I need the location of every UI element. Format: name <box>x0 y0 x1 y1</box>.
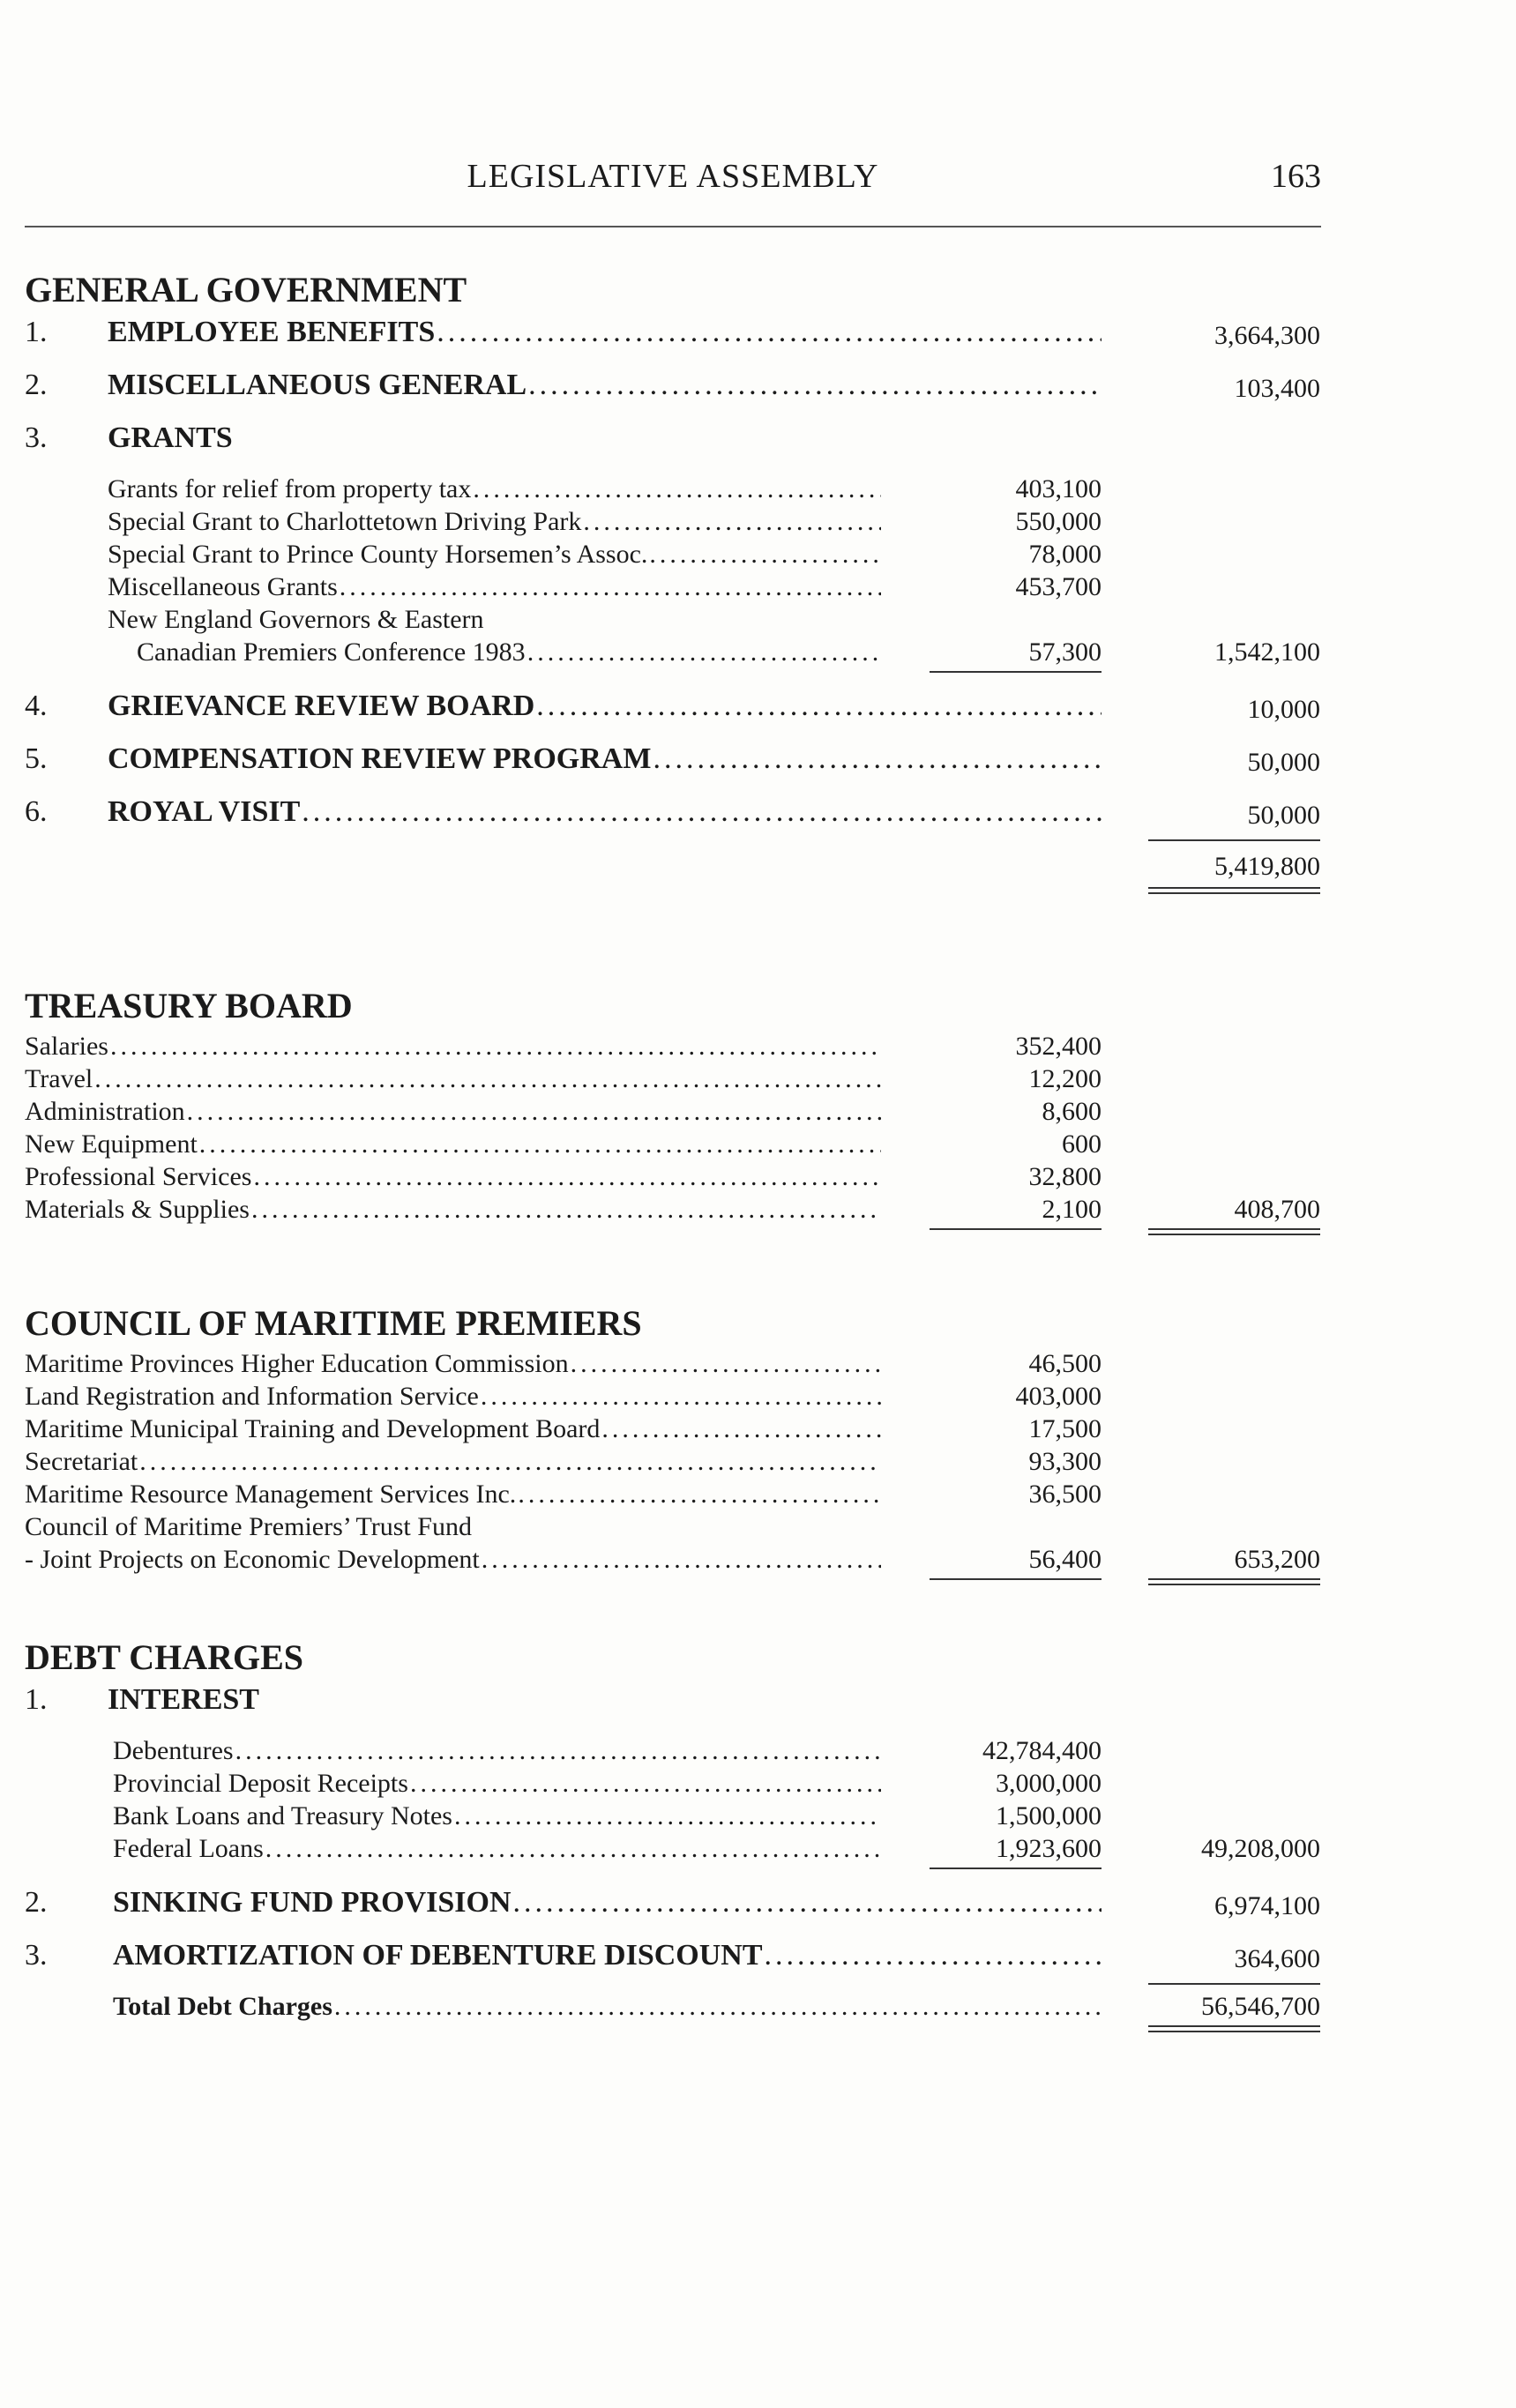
table-row <box>0 1447 1516 1480</box>
list-item <box>0 369 1516 421</box>
item-amount: 1,500,000 <box>996 1801 1102 1830</box>
list-item <box>0 690 1516 742</box>
item-amount: 36,500 <box>1028 1480 1102 1509</box>
section-total-row <box>0 848 1516 892</box>
item-label: AMORTIZATION OF DEBENTURE DISCOUNT ..... <box>113 1939 1102 1972</box>
subtotal-rule <box>930 1228 1102 1230</box>
header-rule <box>25 226 1321 227</box>
item-label: - Joint Projects on Economic Development <box>25 1545 480 1574</box>
subtotal-rule <box>930 1578 1102 1580</box>
double-rule <box>1148 1578 1320 1585</box>
item-label: Provincial Deposit Receipts <box>113 1769 408 1798</box>
item-label: EMPLOYEE BENEFITS ..... <box>108 316 1102 349</box>
item-total: 50,000 <box>1247 801 1320 830</box>
item-number: 3. <box>25 421 48 454</box>
grant-label: Special Grant to Prince County Horsemen’s Assoc. <box>108 540 648 569</box>
grant-label: Special Grant to Charlottetown Driving Park <box>108 507 582 536</box>
total-label: Total Debt Charges ..... <box>113 1992 1102 2022</box>
table-row <box>0 1512 1516 1545</box>
table-row <box>0 1545 1516 1577</box>
item-number: 4. <box>25 690 48 722</box>
table-row <box>0 1834 1516 1867</box>
item-amount: 600 <box>1062 1129 1102 1159</box>
double-rule <box>1148 887 1320 894</box>
item-amount: 17,500 <box>1028 1414 1102 1443</box>
table-row <box>0 1064 1516 1097</box>
subtotal-rule <box>930 671 1102 673</box>
item-amount: 352,400 <box>1015 1032 1102 1061</box>
item-label: Administration <box>25 1097 185 1126</box>
item-label: Maritime Provinces Higher Education Commission <box>25 1349 569 1378</box>
item-label: COMPENSATION REVIEW PROGRAM ..... <box>108 742 1102 776</box>
section-title-council: COUNCIL OF MARITIME PREMIERS <box>25 1303 642 1343</box>
item-label: Bank Loans and Treasury Notes <box>113 1801 452 1830</box>
item-amount: 46,500 <box>1028 1349 1102 1378</box>
item-number: 5. <box>25 742 48 775</box>
item-amount: 12,200 <box>1028 1064 1102 1093</box>
subtotal-rule <box>1148 839 1320 841</box>
item-label: Land Registration and Information Service <box>25 1382 479 1411</box>
table-row <box>0 1129 1516 1162</box>
table-row <box>0 1736 1516 1769</box>
grant-amount: 403,100 <box>1015 474 1102 503</box>
item-number: 1. <box>25 1683 48 1716</box>
item-total: 50,000 <box>1247 748 1320 777</box>
grants-total: 1,542,100 <box>1214 637 1320 667</box>
item-amount: 2,100 <box>1042 1195 1102 1224</box>
item-total: 3,664,300 <box>1214 321 1320 350</box>
item-number: 6. <box>25 795 48 828</box>
grant-amount: 550,000 <box>1015 507 1102 536</box>
item-number: 2. <box>25 1886 48 1919</box>
list-item <box>0 1939 1516 1992</box>
grant-amount: 57,300 <box>1028 637 1102 667</box>
section-title-treasury-board: TREASURY BOARD <box>25 986 353 1025</box>
table-row <box>0 605 1516 637</box>
item-label: Travel <box>25 1064 93 1093</box>
table-row <box>0 1480 1516 1512</box>
grant-amount: 453,700 <box>1015 572 1102 601</box>
item-label: Salaries <box>25 1032 108 1061</box>
double-rule <box>1148 1228 1320 1235</box>
page-number: 163 <box>1271 158 1321 195</box>
item-total: 10,000 <box>1247 695 1320 724</box>
item-amount: 56,400 <box>1028 1545 1102 1574</box>
item-total: 6,974,100 <box>1214 1891 1320 1920</box>
item-amount: 8,600 <box>1042 1097 1102 1126</box>
table-row <box>0 637 1516 670</box>
page-content <box>0 265 1516 2032</box>
section-title-debt-charges: DEBT CHARGES <box>25 1637 304 1677</box>
item-amount: 32,800 <box>1028 1162 1102 1191</box>
grant-label: Grants for relief from property tax <box>108 474 472 503</box>
item-amount: 42,784,400 <box>982 1736 1102 1765</box>
section-total: 653,200 <box>1234 1545 1320 1574</box>
item-amount: 1,923,600 <box>996 1834 1102 1863</box>
page-title: LEGISLATIVE ASSEMBLY <box>467 158 879 195</box>
subtotal-rule <box>930 1868 1102 1869</box>
interest-total: 49,208,000 <box>1201 1834 1320 1863</box>
item-amount: 93,300 <box>1028 1447 1102 1476</box>
table-row <box>0 1414 1516 1447</box>
list-item <box>0 1683 1516 1736</box>
table-row <box>0 507 1516 540</box>
table-row <box>0 1349 1516 1382</box>
item-label: Maritime Resource Management Services Inc. <box>25 1480 517 1509</box>
table-row <box>0 1801 1516 1834</box>
list-item <box>0 795 1516 848</box>
table-row <box>0 572 1516 605</box>
grant-amount: 78,000 <box>1028 540 1102 569</box>
grant-label: New England Governors & Eastern <box>108 605 484 634</box>
item-label: MISCELLANEOUS GENERAL ..... <box>108 369 1102 402</box>
table-row <box>0 1097 1516 1129</box>
grant-label: Miscellaneous Grants <box>108 572 338 601</box>
item-label: GRANTS <box>108 421 233 454</box>
table-row <box>0 1195 1516 1227</box>
item-label: Professional Services <box>25 1162 252 1191</box>
item-label: ROYAL VISIT ..... <box>108 795 1102 829</box>
item-total: 103,400 <box>1234 374 1320 403</box>
item-number: 1. <box>25 316 48 348</box>
page-header <box>25 157 1321 199</box>
list-item <box>0 1886 1516 1939</box>
table-row <box>0 1382 1516 1414</box>
debt-charges-total: 56,546,700 <box>1201 1992 1320 2021</box>
item-total: 364,600 <box>1234 1944 1320 1973</box>
double-rule <box>1148 2025 1320 2032</box>
total-row <box>0 1992 1516 2032</box>
item-amount: 403,000 <box>1015 1382 1102 1411</box>
grant-label: Canadian Premiers Conference 1983 <box>137 637 526 667</box>
table-row <box>0 1032 1516 1064</box>
item-label: INTEREST <box>108 1683 259 1716</box>
item-amount: 3,000,000 <box>996 1769 1102 1798</box>
item-label: Debentures <box>113 1736 234 1765</box>
item-number: 3. <box>25 1939 48 1972</box>
item-label: Council of Maritime Premiers’ Trust Fund <box>25 1512 472 1541</box>
item-label: New Equipment <box>25 1129 198 1159</box>
table-row <box>0 1162 1516 1195</box>
table-row <box>0 540 1516 572</box>
item-label: GRIEVANCE REVIEW BOARD ..... <box>108 690 1102 723</box>
table-row <box>0 474 1516 507</box>
section-total: 5,419,800 <box>1214 852 1320 881</box>
section-title-general-government: GENERAL GOVERNMENT <box>25 270 467 309</box>
list-item <box>0 316 1516 369</box>
item-label: Secretariat <box>25 1447 138 1476</box>
subtotal-rule <box>1148 1983 1320 1985</box>
item-number: 2. <box>25 369 48 401</box>
item-label: Materials & Supplies <box>25 1195 250 1224</box>
item-label: SINKING FUND PROVISION ..... <box>113 1886 1102 1920</box>
item-label: Maritime Municipal Training and Development Board <box>25 1414 601 1443</box>
table-row <box>0 1769 1516 1801</box>
section-total: 408,700 <box>1234 1195 1320 1224</box>
list-item <box>0 742 1516 795</box>
list-item <box>0 421 1516 474</box>
item-label: Federal Loans <box>113 1834 264 1863</box>
